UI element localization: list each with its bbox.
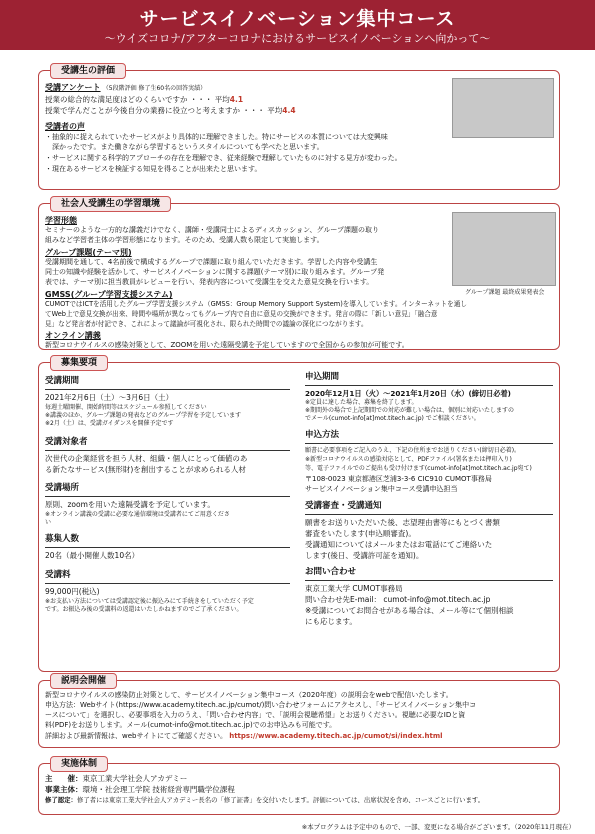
- apply-period-dates: 2020年12月1日（火）〜2021年1月20日（水）(締切日必着): [305, 389, 511, 398]
- apply-note-1: ※定員に達した場合、募集を終了します。: [305, 399, 418, 406]
- place-divider: [45, 496, 290, 497]
- capacity-divider: [45, 547, 290, 548]
- fee-note-1: ※お支払い方法については受講認定後に振込みにて手続きをしていただく予定: [45, 598, 254, 605]
- apply-note-2: ※期間外の場合で上記期間での対応が難しい場合は、個別に対応いたしますの: [305, 407, 515, 414]
- apply-period-heading: 申込期間: [305, 372, 340, 382]
- place-heading: 受講場所: [45, 483, 80, 493]
- gmss-3: 見」など発言者が付記でき、これによって議論が可視化され、限られた時間での議論の深化につながります。: [45, 320, 368, 328]
- review-2: 審査をいたします(申込順審査)。: [305, 529, 416, 538]
- period-note-1: 毎週土曜開催、開始時間等はスケジュール参照してください: [45, 404, 207, 411]
- gmss-1: CUMOTではICTを活用したグループ学習支援システム（GMSS：Group Memory Support System)を導入しています。インターネットを通し: [45, 300, 467, 308]
- voice-1: ・抽象的に捉えられていたサービスがより具体的に理解できました。特にサービスの本質については大変興味: [45, 133, 388, 141]
- apply-address-2: サービスイノベーション集中コース受講申込担当: [305, 485, 458, 493]
- group-task-1: 受講期間を通して、4名前後で構成するグループで課題に取り組んでいただきます。学習した内容や受講生: [45, 258, 378, 266]
- voice-heading: 受講者の声: [45, 122, 85, 131]
- fee-note-2: です。お振込み後の受講料の返還はいたしかねますのでご了承ください。: [45, 606, 243, 613]
- apply-address: 〒108-0023 東京都港区芝浦3-3-6 CIC910 CUMOT事務局: [305, 475, 492, 483]
- briefing-url-link[interactable]: https://www.academy.titech.ac.jp/cumot/si/index.html: [229, 732, 443, 740]
- footer-note: ※本プログラムは予定中のもので、一部、変更になる場合がございます。（2020年11月現在）: [301, 823, 575, 831]
- gmss-2: てWeb上で意見交換が出来、時間や場所が異なってもグループ内で自由に意見の交換ができます。発言の際に「新しい意見」「融合意: [45, 310, 438, 318]
- online-heading: オンライン講義: [45, 331, 101, 340]
- review-4: します(後日、受講許可証を通知)。: [305, 551, 424, 560]
- apply-method-1: 願書に必要事項をご記入のうえ、下記の住所までお送りください(締切日必着)。: [305, 447, 521, 454]
- place-3: い: [45, 519, 52, 526]
- period-note-3: ※2月（土）は、受講ガイダンスを開催予定です: [45, 420, 174, 427]
- org-host: 主 催：東京工業大学社会人アカデミー: [45, 774, 188, 783]
- apply-method-3: 等、電子ファイルでのご提出も受け付けます(cumot-info[at]mot.titech.ac.jp宛て): [305, 465, 532, 472]
- page-title: サービスイノベーション集中コース: [139, 8, 456, 30]
- apply-period-divider: [305, 385, 553, 386]
- target-heading: 受講対象者: [45, 437, 88, 447]
- photo-caption: グループ課題 最終成果発表会: [465, 289, 545, 296]
- page-subtitle: 〜ウイズコロナ/アフターコロナにおけるサービスイノベーションへ向かって〜: [104, 32, 491, 45]
- header-banner: [0, 0, 595, 50]
- contact-email[interactable]: 問い合わせ先E-mail： cumot-info@mot.titech.ac.jp: [305, 595, 491, 604]
- briefing-4: 料(PDF)をお送りします。メール(cumot-info@mot.titech.ac.jp)でのお申込みも可能です。: [45, 721, 337, 729]
- group-task-2: 同士の知識や経験を活かして、サービスイノベーションに関する課題(テーマ別)に取り組みます。グループ発: [45, 268, 385, 276]
- apply-note-3: でメール(cumot-info[at]mot.titech.ac.jp) でご相談ください。: [305, 415, 480, 422]
- evaluation-tab: 受講生の評価: [50, 63, 126, 79]
- org-operator: 事業主体：環境・社会理工学院 技術経営専門職学位課程: [45, 785, 235, 794]
- study-style-heading: 学習形態: [45, 216, 77, 225]
- fee-heading: 受講料: [45, 570, 71, 580]
- period-divider: [45, 389, 290, 390]
- capacity-text: 20名（最小開催人数10名）: [45, 551, 140, 560]
- contact-4: にも応じます。: [305, 617, 357, 626]
- survey-q2: 授業で学んだことが今後自分の業務に役立つと考えますか ・・・ 平均4.4: [45, 106, 296, 115]
- target-2: る新たなサービス(無形財)を創出することが求められる人材: [45, 465, 246, 474]
- group-presentation-photo: [452, 212, 556, 286]
- briefing-1: 新型コロナウイルスの感染防止対策として、サービスイノベーション集中コース（2020年度）の説明会をwebで配信いたします。: [45, 691, 453, 699]
- capacity-heading: 募集人数: [45, 534, 80, 544]
- contact-heading: お問い合わせ: [305, 567, 357, 577]
- place-1: 原則、zoomを用いた遠隔受講を予定しています。: [45, 500, 215, 509]
- briefing-5: 詳細および最新情報は、webサイトにてご確認ください。 https://www.academy.titech.ac.jp/cumot/si/index.html: [45, 732, 443, 740]
- target-divider: [45, 450, 290, 451]
- review-1: 願書をお送りいただいた後、志望理由書等にもとづく書類: [305, 518, 500, 527]
- online-text: 新型コロナウイルスの感染対策として、ZOOMを用いた遠隔受講を予定していますので全国からの参加が可能です。: [45, 341, 409, 349]
- gmss-heading: GMSS(グループ学習支援システム): [45, 290, 173, 299]
- review-heading: 受講審査・受講通知: [305, 501, 382, 511]
- org-certification: 修了認定：修了者には東京工業大学社会人アカデミー長名の「修了証書」を交付いたします。評価については、出席状況を含め、コースごとに行います。: [45, 796, 485, 804]
- group-task-3: 表では、テーマ別に担当教員がレビューを行い、発表内容について受講生を交えた意見交換を行います。: [45, 278, 374, 286]
- fee-amount: 99,000円(税込): [45, 587, 100, 596]
- environment-tab: 社会人受講生の学習環境: [50, 196, 171, 212]
- group-task-heading: グループ課題(テーマ別): [45, 248, 132, 257]
- place-2: ※オンライン講義の受講に必要な通信環境は受講者にてご用意くださ: [45, 511, 230, 518]
- voice-1b: 深かったです。また働きながら学習するというスタイルについても学べたと思います。: [52, 143, 324, 151]
- review-3: 受講通知についてはメールまたはお電話にてご連絡いた: [305, 540, 493, 549]
- contact-1: 東京工業大学 CUMOT事務局: [305, 584, 403, 593]
- contact-divider: [305, 580, 553, 581]
- review-divider: [305, 514, 553, 515]
- target-1: 次世代の企業経営を担う人材、組織・個人にとって価値のあ: [45, 454, 248, 463]
- briefing-3: ースについて」を選択し、必要事項を入力のうえ、「問い合わせ内容」で、「説明会視聴希望」とお送りください。視聴に必要なIDと資: [45, 711, 466, 719]
- apply-method-divider: [305, 443, 553, 444]
- apply-method-heading: 申込方法: [305, 430, 340, 440]
- voice-2: ・サービスに関する科学的アプローチの存在を理解でき、従来経験で理解していたものに対する見方が変わった。: [45, 154, 402, 162]
- voice-3: ・現在あるサービスを検証する知見を得ることが出来たと思います。: [45, 165, 262, 173]
- classroom-photo: [452, 78, 554, 138]
- study-style-2: 組みなど学習者主体の学習形態になります。そのため、受講人数も限定して実施します。: [45, 236, 324, 244]
- fee-divider: [45, 583, 290, 584]
- apply-method-2: ※新型コロナウイルスの感染対応として、PDFファイル(署名または押印入り): [305, 456, 512, 463]
- briefing-tab: 説明会開催: [50, 673, 117, 689]
- briefing-2: 申込方法：Webサイト(https://www.academy.titech.ac.jp/cumot/)問い合わせフォームにアクセスし、「サービスイノベーション集中コ: [45, 701, 477, 709]
- contact-3: ※受講についてお問合せがある場合は、メール等にて個別相談: [305, 606, 514, 615]
- survey-heading: 受講アンケート （5段階評価 修了生60名の回答実績）: [45, 83, 207, 92]
- organization-tab: 実施体制: [50, 756, 108, 772]
- study-style-1: セミナーのような一方的な講義だけでなく、講師・受講同士によるディスカッション、グループ課題の取り: [45, 226, 379, 234]
- period-dates: 2021年2月6日（土）〜3月6日（土）: [45, 393, 174, 402]
- period-note-2: ※講義のほか、グループ課題の発表などのグループ学習を予定しています: [45, 412, 242, 419]
- survey-q1: 授業の総合的な満足度はどのくらいですか ・・・ 平均4.1: [45, 95, 244, 104]
- period-heading: 受講期間: [45, 376, 80, 386]
- recruitment-tab: 募集要項: [50, 355, 108, 371]
